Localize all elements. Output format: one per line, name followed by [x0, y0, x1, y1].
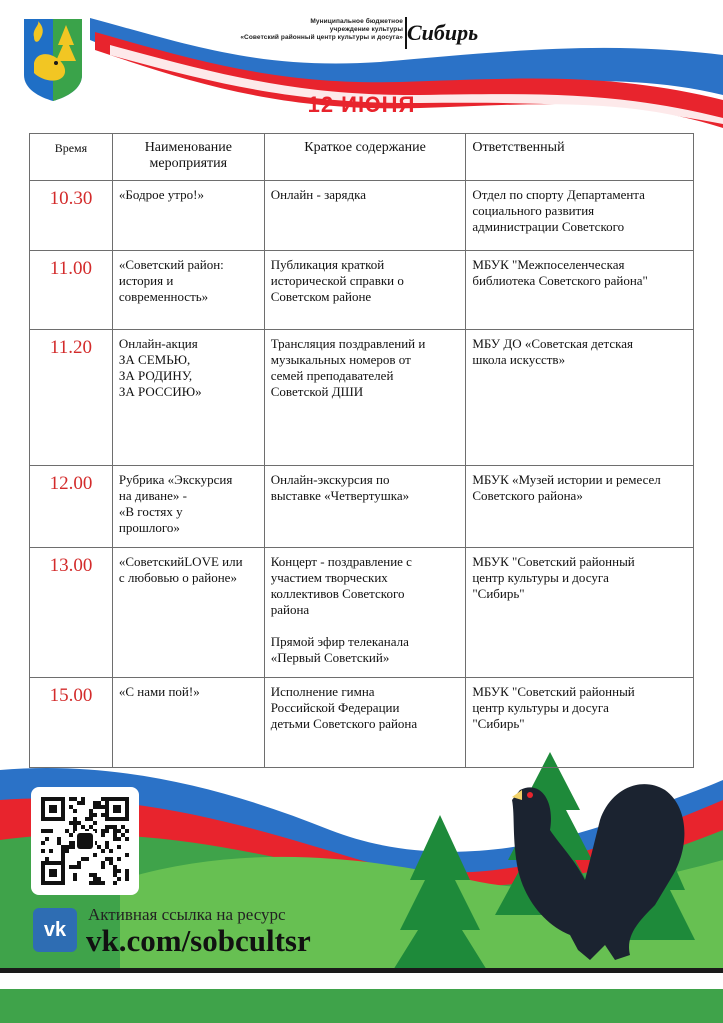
event-summary-line: Концерт - поздравление с: [270, 554, 412, 569]
event-summary-line: района: [270, 602, 310, 617]
event-responsible: [466, 466, 694, 548]
organization-name: [233, 18, 403, 42]
event-responsible-line: "Сибирь": [472, 716, 525, 731]
header-name: Наименование мероприятия: [112, 134, 264, 181]
event-name-line: Рубрика «Экскурсия: [118, 472, 233, 487]
event-summary-line: Российской Федерации: [270, 700, 400, 715]
event-time: 15.00: [30, 678, 113, 768]
org-line-2: учреждение культуры: [329, 26, 403, 33]
org-line-1: Муниципальное бюджетное: [310, 18, 403, 25]
event-responsible-line: центр культуры и досуга: [472, 700, 609, 715]
event-responsible-line: школа искусств»: [472, 352, 566, 367]
event-responsible-line: МБУ ДО «Советская детская: [472, 336, 633, 351]
table-row: [30, 251, 694, 330]
event-name-line: история и: [118, 273, 174, 288]
event-responsible-line: МБУК "Советский районный: [472, 684, 635, 699]
event-name-line: с любовью о районе»: [118, 570, 237, 585]
event-summary-line: Исполнение гимна: [270, 684, 375, 699]
event-name-line: Онлайн-акция: [118, 336, 198, 351]
event-responsible-line: социального развития: [472, 203, 595, 218]
event-summary-line: «Первый Советский»: [270, 650, 390, 665]
table-row: [30, 678, 694, 768]
event-summary-line: семей преподавателей: [270, 368, 394, 383]
vk-logo-icon[interactable]: vk: [33, 908, 77, 952]
event-summary-line: музыкальных номеров от: [270, 352, 411, 367]
event-summary: [264, 181, 466, 251]
event-responsible: [466, 678, 694, 768]
header-summary: Краткое содержание: [264, 134, 466, 181]
event-summary: [264, 678, 466, 768]
event-name: [112, 548, 264, 678]
event-responsible-line: "Сибирь": [472, 586, 525, 601]
event-responsible: [466, 181, 694, 251]
org-line-3: «Советский районный центр культуры и досуга»: [240, 34, 403, 41]
event-summary: [264, 548, 466, 678]
event-name: [112, 181, 264, 251]
event-name: [112, 330, 264, 466]
event-name-line: «Бодрое утро!»: [118, 187, 204, 202]
vk-link[interactable]: vk.com/sobcultsr: [86, 923, 311, 958]
event-responsible-line: центр культуры и досуга: [472, 570, 609, 585]
table-row: [30, 330, 694, 466]
event-responsible-line: Отдел по спорту Департамента: [472, 187, 645, 202]
event-name-line: «Советский район:: [118, 257, 224, 272]
page-title: 12 ИЮНЯ: [307, 92, 416, 117]
event-summary-line: Прямой эфир телеканала: [270, 634, 409, 649]
event-time: 10.30: [30, 181, 113, 251]
event-name-line: прошлого»: [118, 520, 180, 535]
event-time: 11.00: [30, 251, 113, 330]
event-responsible-line: библиотека Советского района": [472, 273, 648, 288]
table-header-row: [30, 134, 694, 181]
event-summary-line: детьми Советского района: [270, 716, 418, 731]
event-name-line: на диване» -: [118, 488, 187, 503]
event-name-line: «В гостях у: [118, 504, 183, 519]
schedule-table: [29, 133, 694, 768]
event-responsible-line: администрации Советского: [472, 219, 625, 234]
header-time: Время: [30, 134, 113, 181]
event-responsible: [466, 251, 694, 330]
event-name-line: ЗА СЕМЬЮ,: [118, 352, 191, 367]
event-name-line: «С нами пой!»: [118, 684, 200, 699]
event-name-line: «СоветскийLOVE или: [118, 554, 243, 569]
event-summary-line: Трансляция поздравлений и: [270, 336, 426, 351]
event-name: [112, 466, 264, 548]
event-responsible: [466, 548, 694, 678]
brand-logo-text: Сибирь: [407, 20, 479, 45]
table-row: [30, 181, 694, 251]
event-time: 13.00: [30, 548, 113, 678]
event-summary-line: Онлайн - зарядка: [270, 187, 366, 202]
event-summary-line: выставке «Четвертушка»: [270, 488, 410, 503]
coat-of-arms-icon: [22, 17, 84, 101]
event-responsible-line: Советского района»: [472, 488, 583, 503]
event-summary-line: Советской ДШИ: [270, 384, 364, 399]
event-summary-line: Советском районе: [270, 289, 372, 304]
qr-code[interactable]: [31, 787, 139, 895]
qr-code-icon: [31, 787, 139, 895]
event-responsible-line: МБУК "Межпоселенческая: [472, 257, 625, 272]
event-responsible: [466, 330, 694, 466]
link-label: Активная ссылка на ресурс: [88, 905, 286, 924]
event-name-line: ЗА РОССИЮ»: [118, 384, 202, 399]
table-row: [30, 548, 694, 678]
event-name-line: ЗА РОДИНУ,: [118, 368, 193, 383]
event-summary: [264, 330, 466, 466]
event-name: [112, 678, 264, 768]
event-summary-line: Онлайн-экскурсия по: [270, 472, 390, 487]
event-time: 12.00: [30, 466, 113, 548]
event-summary-line: Публикация краткой: [270, 257, 385, 272]
event-summary-line: [271, 618, 460, 634]
event-summary-line: исторической справки о: [270, 273, 404, 288]
event-summary-line: коллективов Советского: [270, 586, 405, 601]
header-responsible: Ответственный: [466, 134, 694, 181]
event-name: [112, 251, 264, 330]
table-row: [30, 466, 694, 548]
event-summary: [264, 251, 466, 330]
event-summary-line: участием творческих: [270, 570, 388, 585]
event-name-line: современность»: [118, 289, 209, 304]
event-summary: [264, 466, 466, 548]
event-time: 11.20: [30, 330, 113, 466]
event-responsible-line: МБУК «Музей истории и ремесел: [472, 472, 661, 487]
event-responsible-line: МБУК "Советский районный: [472, 554, 635, 569]
